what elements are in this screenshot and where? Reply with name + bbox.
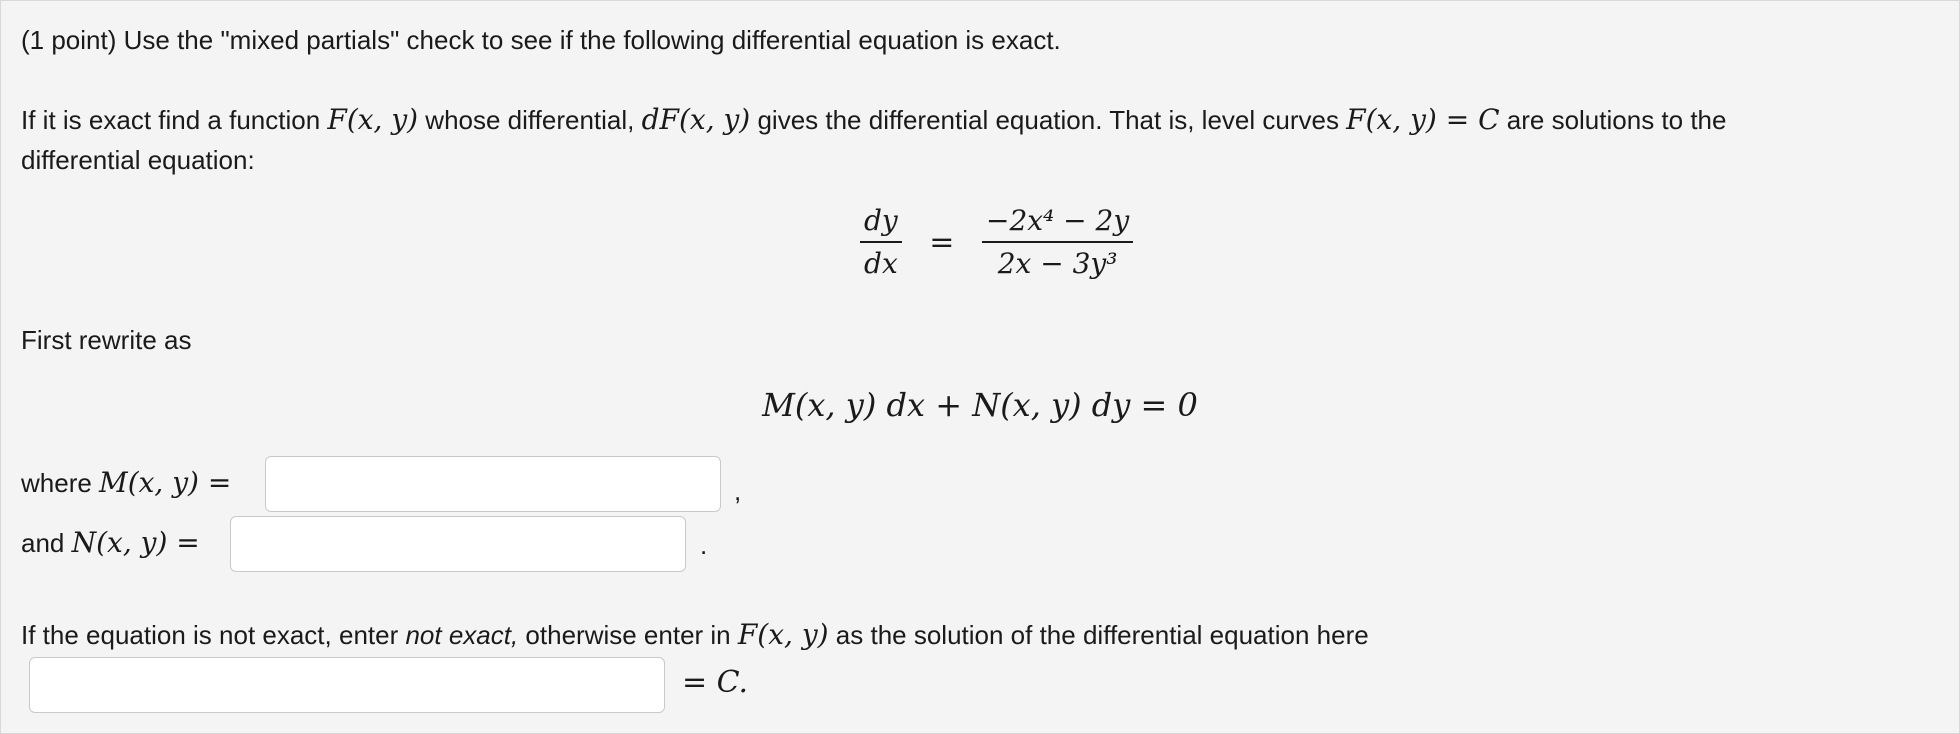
math-dF: dF(x, y) (641, 103, 751, 136)
rewrite-form: M(x, y) dx + N(x, y) dy = 0 (762, 386, 1198, 424)
final-text-2: otherwise enter in (518, 620, 738, 650)
problem-intro (21, 20, 1061, 60)
lhs-fraction (860, 204, 902, 280)
F-solution-input[interactable] (29, 657, 665, 713)
not-exact-text: not exact, (405, 620, 519, 650)
math-F-eq-C: F(x, y) = C (1346, 103, 1500, 136)
N-math-label: N(x, y) = (71, 526, 200, 559)
M-comma: , (734, 476, 742, 506)
M-label (21, 463, 231, 503)
M-math-label: M(x, y) = (99, 466, 232, 499)
math-F: F(x, y) (327, 103, 419, 136)
N-label (21, 523, 200, 563)
instr-line-2: differential equation: (21, 145, 255, 175)
lhs-denominator: dx (864, 247, 898, 280)
N-period: . (700, 530, 708, 560)
lhs-numerator: dy (860, 204, 902, 243)
exact-instructions (21, 100, 1726, 140)
differential-equation (860, 204, 1133, 280)
M-input[interactable] (265, 456, 721, 512)
points-label: (1 point) (21, 25, 117, 55)
final-math-F: F(x, y) (737, 618, 829, 651)
final-text-3: as the solution of the differential equation here (828, 620, 1369, 650)
instr-text-3: gives the differential equation. That is, level curves (750, 105, 1347, 135)
rewrite-label: First rewrite as (21, 325, 192, 355)
instr-text-2: whose differential, (418, 105, 642, 135)
instr-text-4: are solutions to the (1499, 105, 1727, 135)
equals-sign: = (929, 224, 955, 260)
rhs-denominator: 2x − 3y³ (997, 247, 1118, 280)
rhs-numerator: −2x⁴ − 2y (982, 204, 1133, 243)
final-instructions (21, 615, 1369, 655)
final-text-1: If the equation is not exact, enter (21, 620, 406, 650)
where-word: where (21, 468, 100, 498)
instr-text-1: If it is exact find a function (21, 105, 328, 135)
N-input[interactable] (230, 516, 686, 572)
rhs-fraction (982, 204, 1133, 280)
and-word: and (21, 528, 72, 558)
equals-C: = C. (682, 665, 749, 700)
intro-text: Use the "mixed partials" check to see if the following differential equation is exact. (123, 25, 1061, 55)
